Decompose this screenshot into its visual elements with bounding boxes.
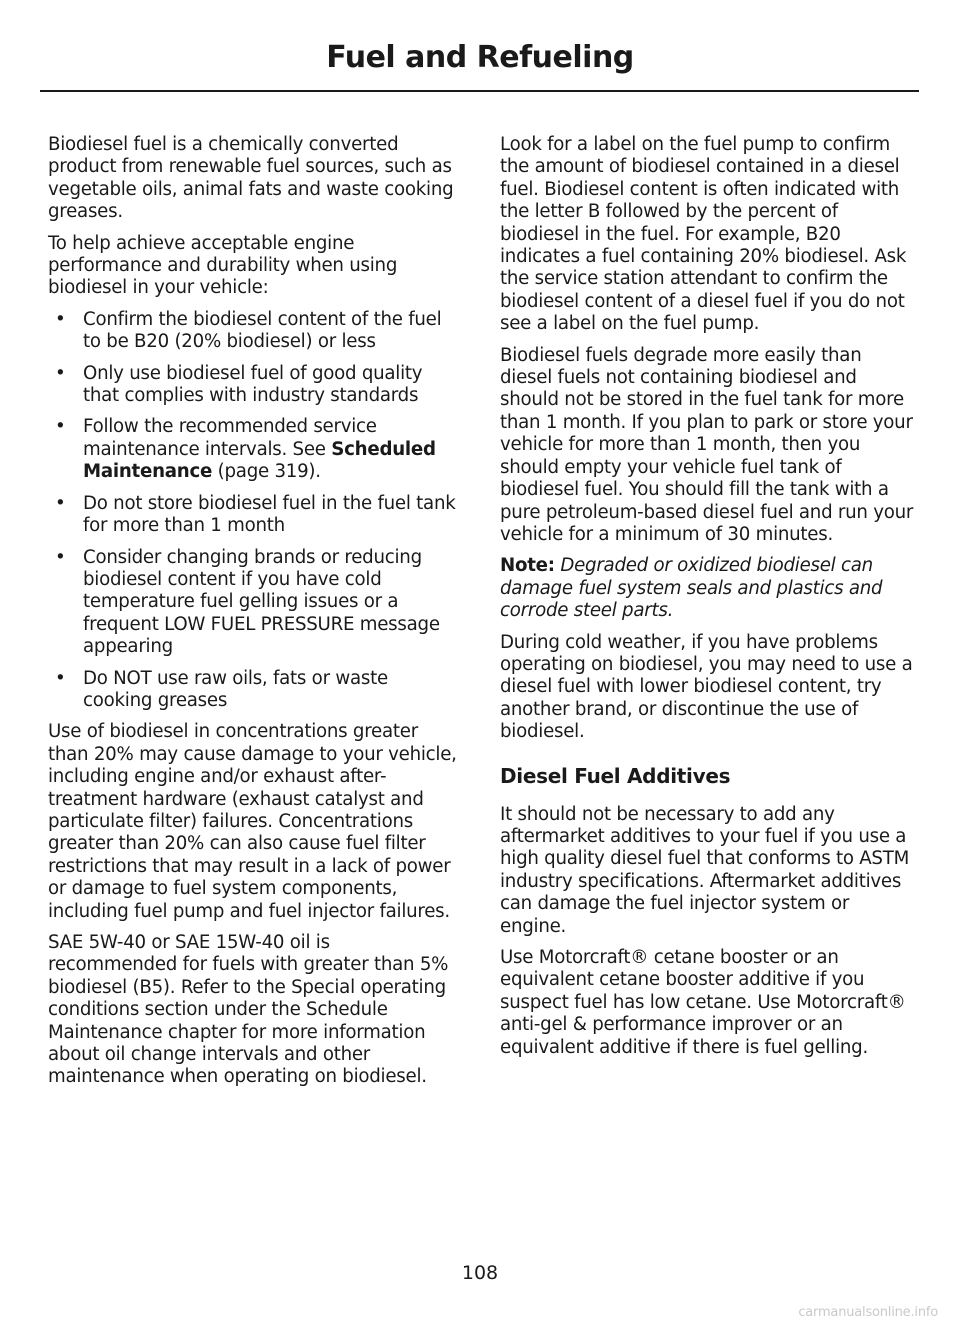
fuel-label-paragraph: Look for a label on the fuel pump to confirm the amount of biodiesel contained in a diesel fuel. Biodiesel content is often indicated with the letter B followed by the percent of biodiesel in the fuel. For example, B20 indicates a fuel containing 20% biodiesel. Ask the service station attendant to confirm the biodiesel content of a diesel fuel if you do not see a label on the fuel pump. — [500, 134, 907, 335]
page-title: Fuel and Refueling — [326, 40, 634, 75]
header-divider — [40, 90, 919, 92]
right-column — [500, 134, 914, 1068]
list-item-text: Do not store biodiesel fuel in the fuel tank for more than 1 month — [83, 492, 456, 537]
bullet-icon: • — [55, 362, 66, 384]
additives-paragraph: It should not be necessary to add any aftermarket additives to your fuel if you use a high quality diesel fuel that conforms to ASTM industry specifications. Aftermarket additives can damage the fuel injector system or engine. — [500, 803, 910, 937]
cold-weather-paragraph: During cold weather, if you have problems operating on biodiesel, you may need to use a diesel fuel with lower biodiesel content, try another brand, or discontinue the use of biodiesel. — [500, 631, 913, 743]
list-item-text: Only use biodiesel fuel of good quality that complies with industry standards — [83, 362, 423, 407]
list-item — [48, 547, 462, 659]
bullet-icon: • — [55, 492, 66, 514]
list-item-text: Follow the recommended service maintenance intervals. See — [83, 416, 377, 460]
scheduled-maintenance-link[interactable]: Scheduled Maintenance — [83, 438, 436, 483]
list-item — [48, 309, 462, 354]
list-item-text: Consider changing brands or reducing biodiesel content if you have cold temperature fuel gelling issues or a frequent LOW FUEL PRESSURE message appearing — [83, 546, 440, 658]
left-column — [48, 134, 462, 1098]
note-paragraph — [500, 555, 914, 622]
concentration-warning-paragraph: Use of biodiesel in concentrations greater than 20% may cause damage to your vehicle, including engine and/or exhaust after-treatment hardware (exhaust catalyst and particulate filter) failures. Concentrations greater than 20% can also cause fuel filter restrictions that may result in a lack of power or damage to fuel system components, including fuel pump and fuel injector failures. — [48, 721, 457, 922]
bullet-icon: • — [55, 667, 66, 689]
oil-recommendation-paragraph: SAE 5W-40 or SAE 15W-40 oil is recommended for fuels with greater than 5% biodiesel (B5). Refer to the Special operating conditions section under the Schedule Maintenance chapter for more information about oil change intervals and other maintenance when operating on biodiesel. — [48, 932, 449, 1088]
bullet-icon: • — [55, 416, 66, 438]
section-heading: Diesel Fuel Additives — [500, 763, 731, 788]
list-item-text: Confirm the biodiesel content of the fuel to be B20 (20% biodiesel) or less — [83, 308, 442, 353]
list-item-text: Do NOT use raw oils, fats or waste cooking greases — [83, 667, 388, 711]
recommendations-list — [48, 309, 462, 713]
storage-paragraph: Biodiesel fuels degrade more easily than diesel fuels not containing biodiesel and should not be stored in the fuel tank for more than 1 month. If you plan to park or store your vehicle for more than 1 month, then you should empty your vehicle fuel tank of biodiesel fuel. You should fill the tank with a pure petroleum-based diesel fuel and run your vehicle for a minimum of 30 minutes. — [500, 344, 914, 545]
page-number: 108 — [461, 1262, 499, 1284]
cetane-paragraph: Use Motorcraft® cetane booster or an equivalent cetane booster additive if you suspect fuel has low cetane. Use Motorcraft® anti-gel & performance improver or an equivalent additive if there is fuel gelling. — [500, 947, 906, 1058]
recommendations-intro: To help achieve acceptable engine performance and durability when using biodiesel in your vehicle: — [48, 232, 398, 299]
list-item — [48, 668, 462, 713]
list-item — [48, 493, 462, 538]
watermark: carmanualsonline.info — [798, 1305, 938, 1320]
bullet-icon: • — [55, 546, 66, 568]
bullet-icon: • — [55, 308, 66, 330]
list-item — [48, 416, 462, 483]
note-label: Note: — [500, 555, 555, 577]
page-reference: (page 319). — [212, 461, 321, 483]
list-item — [48, 363, 462, 408]
intro-paragraph: Biodiesel fuel is a chemically converted product from renewable fuel sources, such as vegetable oils, animal fats and waste cooking greases. — [48, 134, 454, 223]
note-text: Degraded or oxidized biodiesel can damage fuel system seals and plastics and corrode steel parts. — [500, 555, 883, 622]
